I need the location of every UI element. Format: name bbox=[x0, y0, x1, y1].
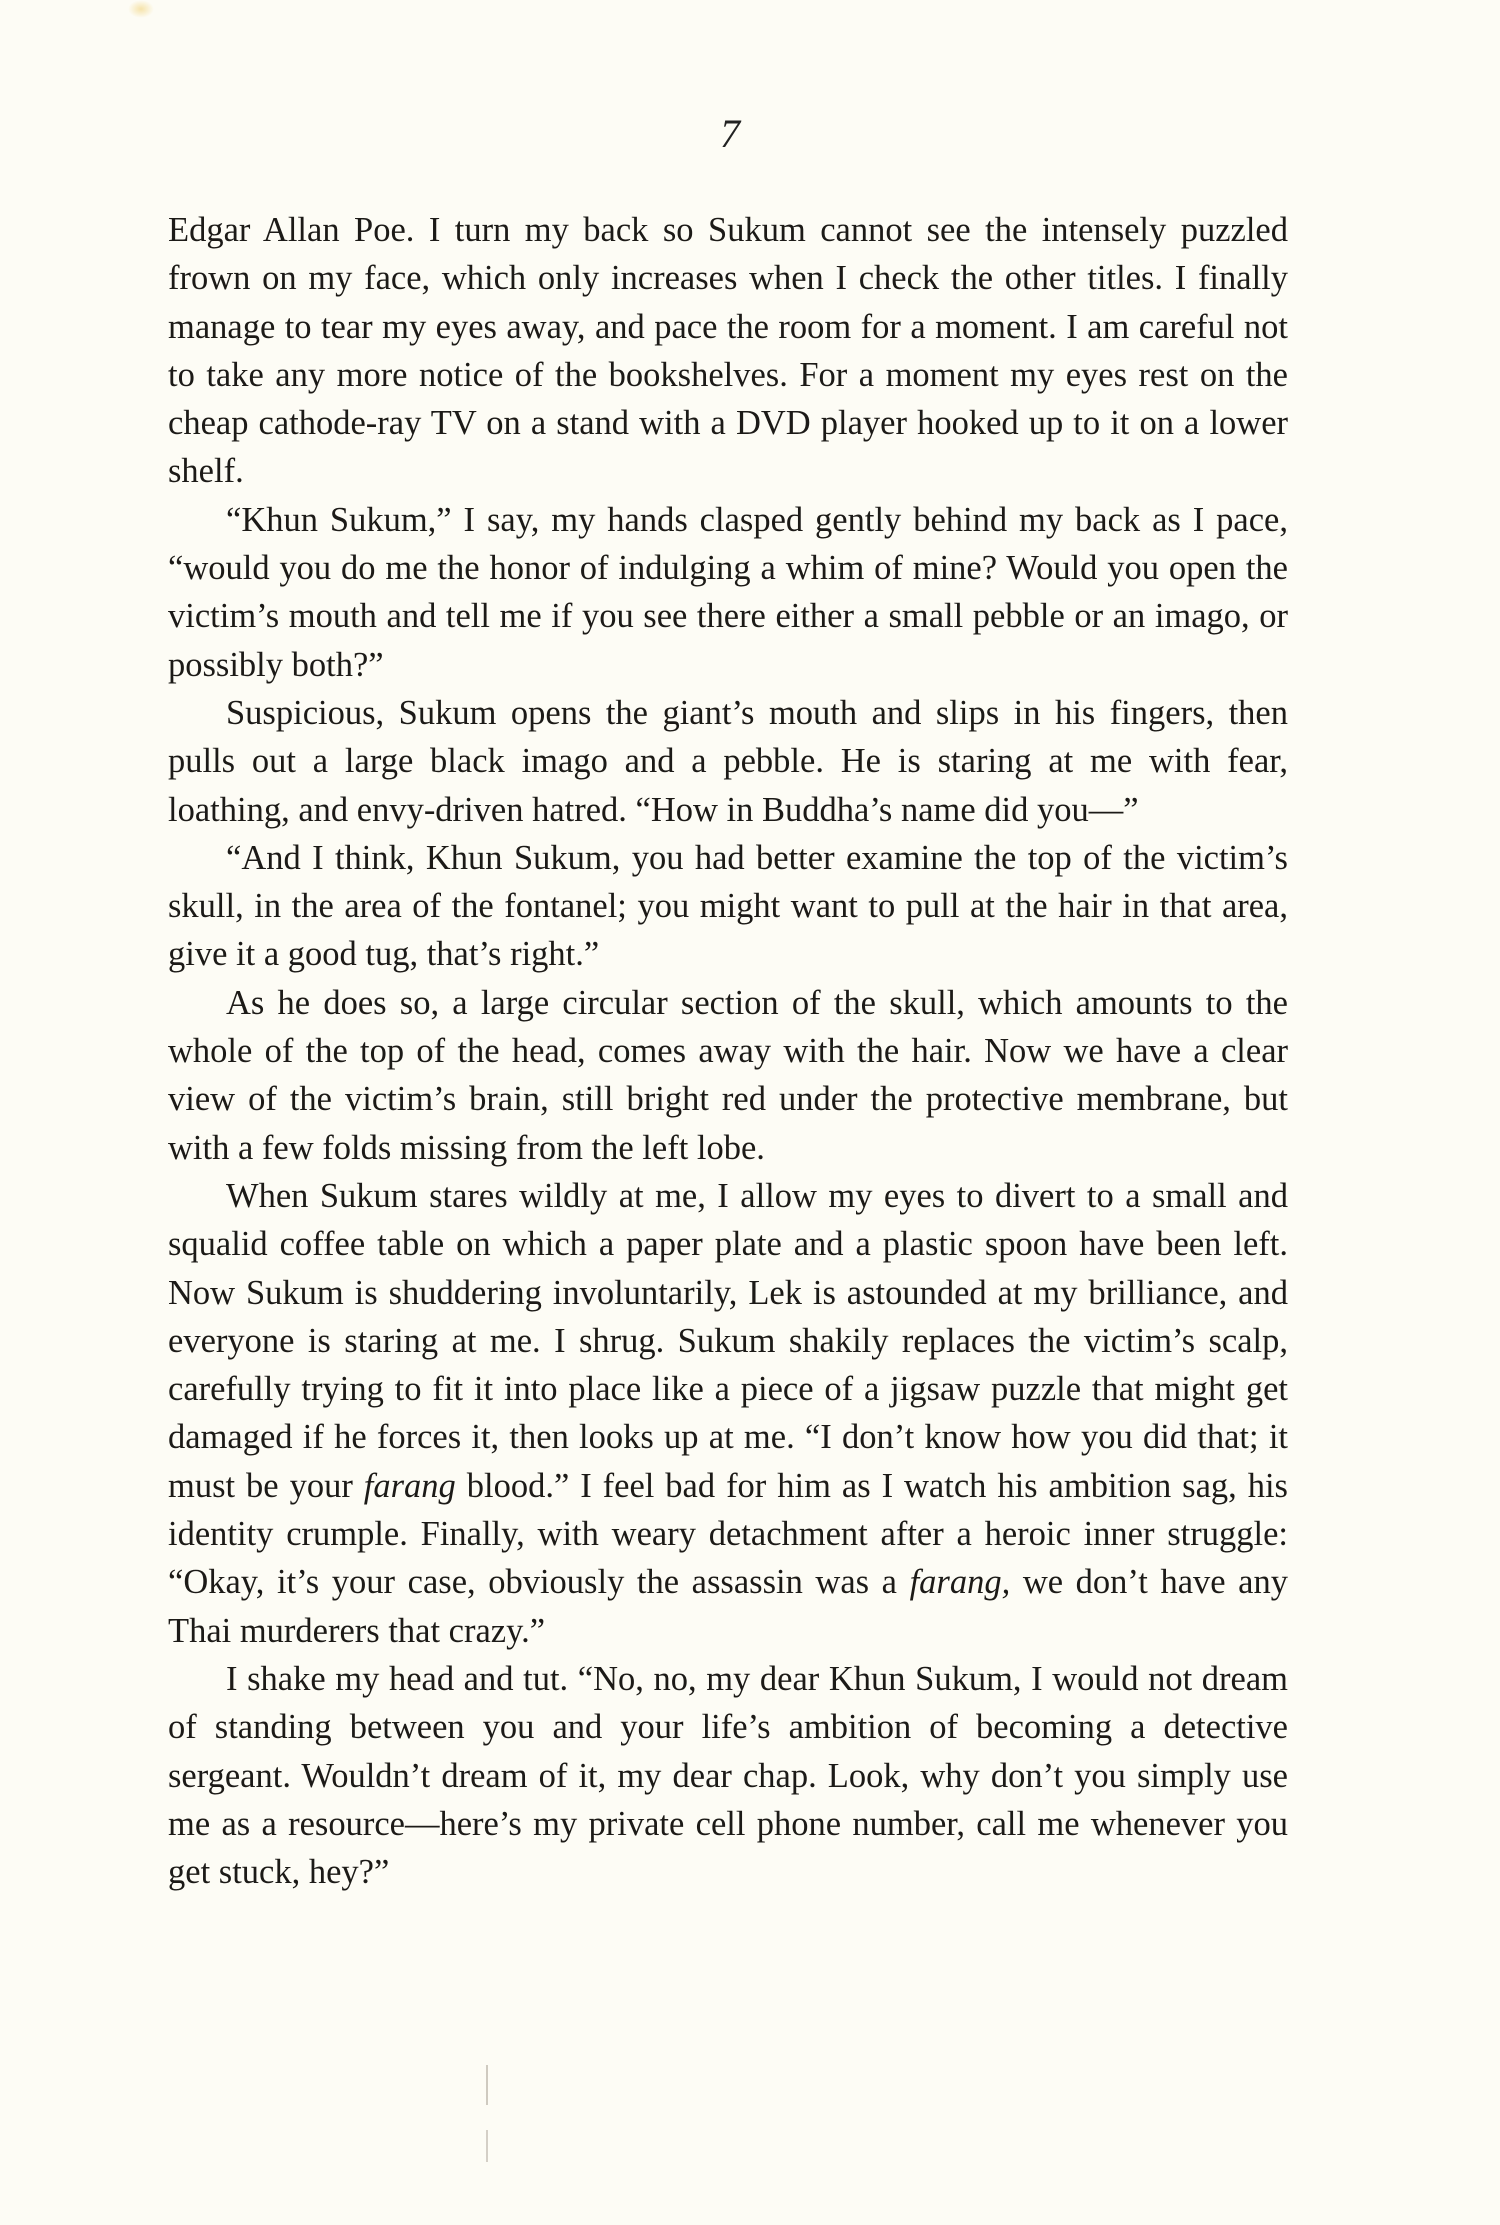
italic-word: farang, bbox=[909, 1563, 1011, 1602]
paper-mark bbox=[486, 2130, 488, 2162]
corner-stain bbox=[128, 0, 154, 18]
italic-word: farang bbox=[363, 1466, 456, 1505]
paragraph: Suspicious, Sukum opens the giant’s mouth and slips in his fingers, then pulls out a large black imago and a pebble. He is staring at me with fear, loathing, and envy-driven hatred. “How in Buddha’s name did you—” bbox=[168, 693, 1288, 829]
page-number: 7 bbox=[720, 111, 740, 156]
paragraph bbox=[168, 1172, 1288, 1655]
body-text bbox=[168, 206, 1288, 1896]
paragraph: I shake my head and tut. “No, no, my dear Khun Sukum, I would not dream of standing between you and your life’s ambition of becoming a detective sergeant. Wouldn’t dream of it, my dear chap. Look, why don’t you simply use me as a resource—here’s my private cell phone number, call me whenever you get stuck, hey?” bbox=[168, 1659, 1288, 1892]
text-run: blood.” I feel bad for him as I watch his ambition sag, his identity crumple. Finally, with weary detachment after a heroic inner struggle: “Okay, it’s your case, obviously the assassin was a bbox=[168, 1466, 1288, 1602]
paragraph: “Khun Sukum,” I say, my hands clasped gently behind my back as I pace, “would you do me the honor of indulging a whim of mine? Would you open the victim’s mouth and tell me if you see there either a small pebble or an imago, or possibly both?” bbox=[168, 500, 1288, 684]
paragraph: As he does so, a large circular section of the skull, which amounts to the whole of the top of the head, comes away with the hair. Now we have a clear view of the victim’s brain, still bright red under the protective membrane, but with a few folds missing from the left lobe. bbox=[168, 983, 1288, 1167]
paper-mark bbox=[486, 2065, 488, 2105]
paragraph: Edgar Allan Poe. I turn my back so Sukum cannot see the intensely puzzled frown on my face, which only increases when I check the other titles. I finally manage to tear my eyes away, and pace the room for a moment. I am careful not to take any more notice of the bookshelves. For a moment my eyes rest on the cheap cathode-ray TV on a stand with a DVD player hooked up to it on a lower shelf. bbox=[168, 211, 1288, 491]
paragraph: “And I think, Khun Sukum, you had better examine the top of the victim’s skull, in the area of the fontanel; you might want to pull at the hair in that area, give it a good tug, that’s right.” bbox=[168, 838, 1288, 974]
text-run: When Sukum stares wildly at me, I allow my eyes to divert to a small and squalid coffee table on which a paper plate and a plastic spoon have been left. Now Sukum is shuddering involuntarily, Lek is astounded at my brilliance, and everyone is staring at me. I shrug. Sukum shakily replaces the victim’s scalp, carefully trying to fit it into place like a piece of a jigsaw puzzle that might get damaged if he forces it, then looks up at me. “I don’t know how you did that; it must be your bbox=[168, 1176, 1288, 1505]
text-run: we don’t have any Thai murderers that crazy.” bbox=[168, 1563, 1288, 1650]
